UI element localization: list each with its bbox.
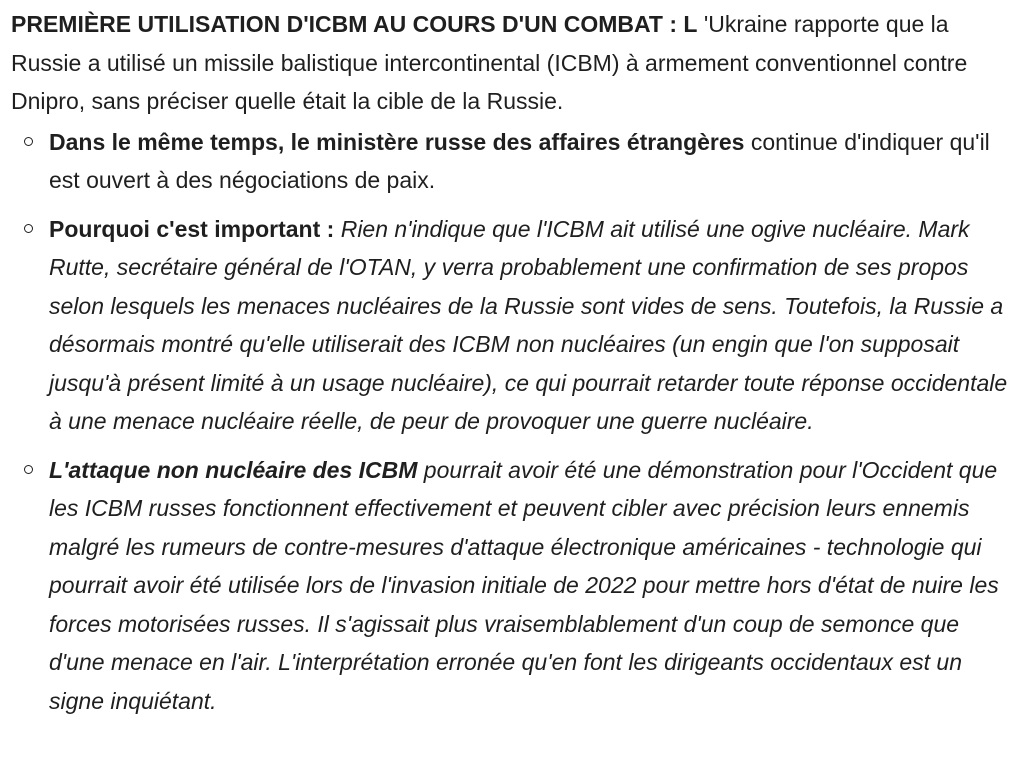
bullet-item-non-nuclear-attack xyxy=(11,451,1019,721)
hollow-circle-bullet-icon xyxy=(24,137,33,146)
lead-text: 'Ukraine rapporte que la Russie a utilisé un missile balistique intercontinental (ICBM) à armement conventionnel contre Dnipro, sans préciser quelle était la cible de la Russie. xyxy=(11,11,968,114)
bullet-bold-lead: L'attaque non nucléaire des ICBM xyxy=(49,456,418,483)
lead-headline: PREMIÈRE UTILISATION D'ICBM AU COURS D'UN COMBAT : L xyxy=(11,11,698,37)
bullet-item-why-important xyxy=(11,210,1019,441)
lead-paragraph xyxy=(11,5,1019,121)
bullet-text: continue d'indiquer qu'il est ouvert à des négociations de paix. xyxy=(49,128,990,193)
bullet-text: Rien n'indique que l'ICBM ait utilisé une ogive nucléaire. Mark Rutte, secrétaire général de l'OTAN, y verra probablement une confirmation de ses propos selon lesquels les menaces nucléaires de la Russie sont vides de sens. Toutefois, la Russie a désormais montré qu'elle utiliserait des ICBM non nucléaires (un engin que l'on supposait jusqu'à présent limité à un usage nucléaire), ce qui pourrait retarder toute réponse occidentale à une menace nucléaire réelle, de peur de provoquer une guerre nucléaire. xyxy=(49,215,1008,434)
hollow-circle-bullet-icon xyxy=(24,465,33,474)
bullet-list xyxy=(11,123,1019,721)
bullet-text: pourrait avoir été une démonstration pour l'Occident que les ICBM russes fonctionnent effectivement et peuvent cibler avec précision leurs ennemis malgré les rumeurs de contre-mesures d'attaque électronique américaines - technologie qui pourrait avoir été utilisée lors de l'invasion initiale de 2022 pour mettre hors d'état de nuire les forces motorisées russes. Il s'agissait plus vraisemblablement d'un coup de semonce que d'une menace en l'air. L'interprétation erronée qu'en font les dirigeants occidentaux est un signe inquiétant. xyxy=(49,456,999,714)
hollow-circle-bullet-icon xyxy=(24,224,33,233)
bullet-bold-lead: Dans le même temps, le ministère russe des affaires étrangères xyxy=(49,128,745,155)
article xyxy=(11,5,1019,730)
bullet-bold-lead: Pourquoi c'est important : xyxy=(49,215,335,242)
bullet-item-negotiations xyxy=(11,123,1019,200)
